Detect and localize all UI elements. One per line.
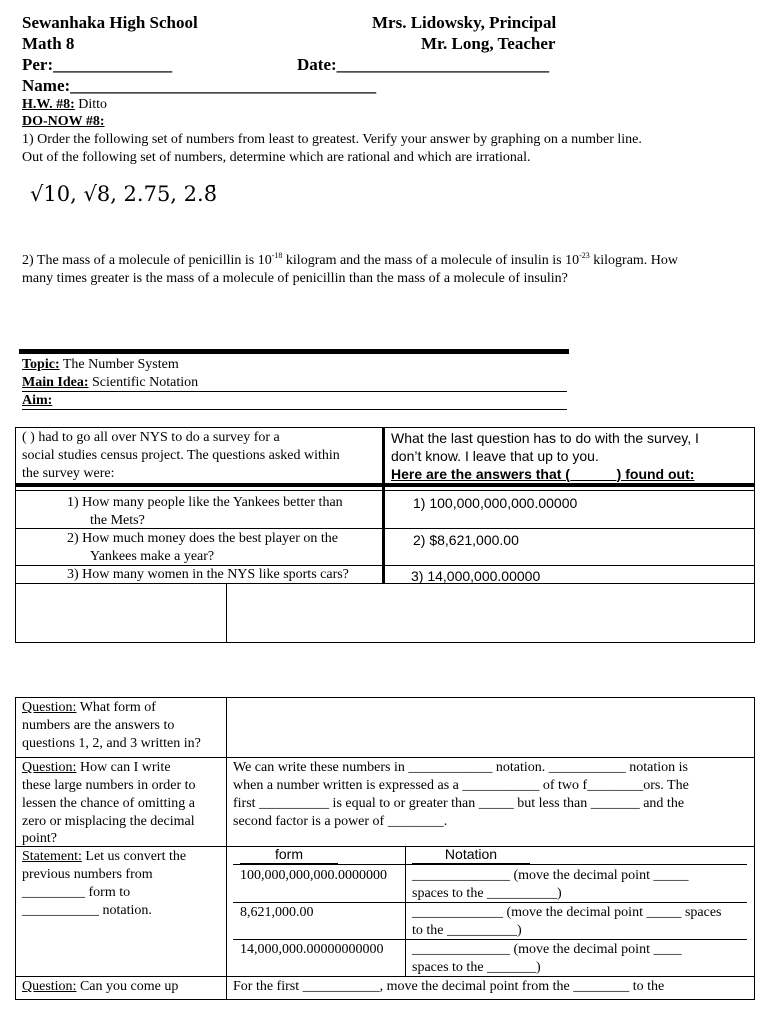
notes-q3-l1	[22, 978, 178, 996]
do-now-q2-line1	[22, 253, 678, 269]
convert-row3-l2: spaces to the _______)	[412, 960, 541, 975]
aim-label: Aim:	[22, 393, 53, 408]
notes-q2-l1	[22, 759, 171, 777]
notes-q1-l3: questions 1, 2, and 3 written in?	[22, 736, 201, 751]
survey-intro-l2: social studies census project. The questions asked within	[22, 448, 340, 463]
survey-q2-b: Yankees make a year?	[90, 549, 215, 564]
convert-row2-l2: to the __________)	[412, 923, 522, 938]
topic-line	[22, 357, 179, 373]
do-now-label: DO-NOW #8:	[22, 114, 105, 129]
notes-q2-text: How can I write	[76, 760, 171, 775]
main-idea-value: Scientific Notation	[92, 375, 199, 390]
notes-q2-l3: lessen the chance of omitting a	[22, 796, 195, 811]
q2-exponent-2: -23	[579, 251, 590, 260]
notes-q2-label: Question:	[22, 760, 77, 775]
notes-q1-l2: numbers are the answers to	[22, 718, 175, 733]
q2-text-2: kilogram and the mass of a molecule of insulin is 10	[282, 253, 580, 268]
period-field[interactable]: Per:______________	[22, 55, 173, 74]
convert-row1-form: 100,000,000,000.0000000	[240, 868, 387, 883]
survey-q3: 3) How many women in the NYS like sports cars?	[67, 567, 349, 582]
survey-right-l2: don’t know. I leave that up to you.	[391, 448, 599, 464]
q2-text-3: kilogram. How	[589, 253, 679, 268]
notes-q3-text: Can you come up	[76, 979, 179, 994]
homework-value: Ditto	[78, 97, 108, 112]
homework-line	[22, 97, 107, 113]
notes-st-l3: _________ form to	[22, 885, 131, 900]
convert-row3-form: 14,000,000.00000000000	[240, 942, 384, 957]
notes-q2-l5: point?	[22, 831, 57, 846]
topic-value: The Number System	[62, 357, 179, 372]
survey-intro-l3: the survey were:	[22, 466, 115, 481]
q2-text-1: 2) The mass of a molecule of penicillin is 10	[22, 253, 272, 268]
teacher-name: Mr. Long, Teacher	[421, 34, 556, 53]
convert-row1-l1: ______________ (move the decimal point _____	[412, 868, 689, 883]
notes-q2-l4: zero or misplacing the decimal	[22, 814, 195, 829]
notes-row-rule-2	[15, 846, 755, 847]
notes-a2-l4: second factor is a power of ________.	[233, 814, 448, 829]
homework-label: H.W. #8:	[22, 97, 75, 112]
notes-q3-label: Question:	[22, 979, 77, 994]
notes-a2-l1: We can write these numbers in ____________ notation. ___________ notation is	[233, 760, 688, 775]
main-idea-label: Main Idea:	[22, 375, 89, 390]
name-field[interactable]: Name:____________________________________	[22, 76, 377, 95]
notes-st-label: Statement:	[22, 849, 82, 864]
do-now-q1-line2: Out of the following set of numbers, determine which are rational and which are irrational.	[22, 150, 531, 165]
notes-a2-l2: when a number written is expressed as a ___________ of two f________ors. The	[233, 778, 689, 793]
notes-divider	[226, 697, 227, 1000]
notes-st-l1	[22, 848, 186, 866]
school-name: Sewanhaka High School	[22, 13, 198, 32]
survey-empty-divider	[226, 583, 227, 643]
number-set-expression: √10, √8, 2.75, 2.8̄	[30, 182, 218, 206]
survey-thin-rule	[15, 490, 755, 491]
notes-st-l4: ___________ notation.	[22, 903, 152, 918]
notes-st-text: Let us convert the	[81, 849, 187, 864]
convert-row-rule-2	[233, 939, 747, 940]
survey-right-l1: What the last question has to do with the survey, I	[391, 430, 699, 446]
survey-divider	[382, 427, 385, 583]
convert-row-rule-1	[233, 902, 747, 903]
survey-q2-a: 2) How much money does the best player on the	[67, 531, 338, 546]
convert-divider	[405, 846, 406, 976]
q2-exponent-1: -18	[271, 251, 283, 260]
survey-q1-b: the Mets?	[90, 513, 145, 528]
do-now-q2-line2: many times greater is the mass of a molecule of penicillin than the mass of a molecule of insulin?	[22, 271, 568, 286]
notes-q1-label: Question:	[22, 700, 77, 715]
topic-label: Topic:	[22, 357, 60, 372]
date-field[interactable]: Date:_________________________	[297, 55, 550, 74]
notes-a2-l3: first __________ is equal to or greater than _____ but less than _______ and the	[233, 796, 685, 811]
main-idea-rule	[22, 391, 567, 392]
survey-answer-3: 3) 14,000,000.00000	[411, 568, 541, 584]
notes-row-rule-1	[15, 757, 755, 758]
do-now-q1-line1: 1) Order the following set of numbers from least to greatest. Verify your answer by graphing on a number line.	[22, 132, 642, 147]
principal-name: Mrs. Lidowsky, Principal	[372, 13, 557, 32]
notes-q2-l2: these large numbers in order to	[22, 778, 196, 793]
notes-st-l2: previous numbers from	[22, 867, 153, 882]
survey-intro-l1: ( ) had to go all over NYS to do a survey for a	[22, 430, 280, 445]
aim-rule	[22, 409, 567, 410]
convert-row2-form: 8,621,000.00	[240, 905, 314, 920]
main-idea-line	[22, 375, 198, 391]
survey-q1-a: 1) How many people like the Yankees better than	[67, 495, 343, 510]
convert-row1-l2: spaces to the __________)	[412, 886, 562, 901]
convert-row2-l1: _____________ (move the decimal point _____ spaces	[412, 905, 722, 920]
notes-q1-text: What form of	[76, 700, 156, 715]
convert-header-rule	[233, 864, 747, 865]
convert-col-notation: Notation	[412, 846, 530, 864]
notes-a3-l1: For the first ___________, move the decimal point from the ________ to the	[233, 979, 665, 994]
notes-q1-l1	[22, 699, 156, 717]
convert-row3-l1: ______________ (move the decimal point ____	[412, 942, 682, 957]
convert-col-form: form	[240, 846, 338, 864]
topic-thick-rule	[19, 349, 569, 354]
survey-answer-2: 2) $8,621,000.00	[413, 532, 519, 548]
notes-row-rule-3	[15, 976, 755, 977]
survey-answer-1: 1) 100,000,000,000.00000	[413, 495, 578, 511]
course-name: Math 8	[22, 34, 75, 53]
survey-right-l3: Here are the answers that (______) found out:	[391, 466, 695, 482]
survey-thick-rule	[15, 483, 755, 487]
